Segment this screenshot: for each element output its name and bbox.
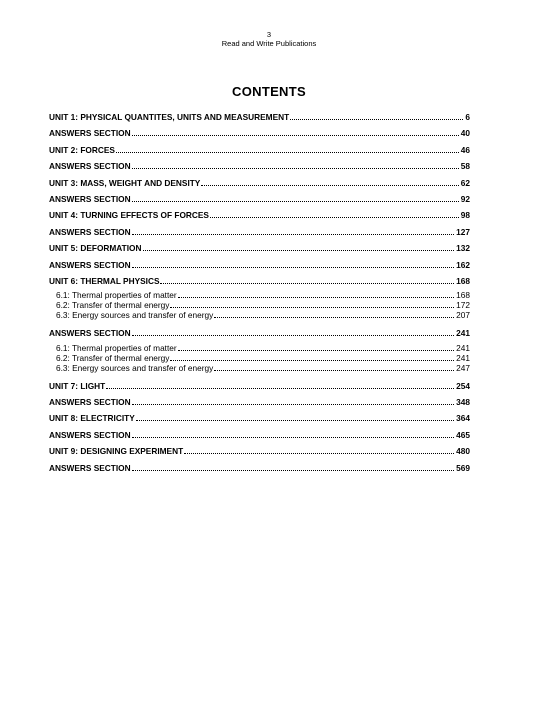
toc-entry-label: 6.1: Thermal properties of matter [56, 342, 177, 353]
toc-subentry-6-2[interactable] [49, 300, 470, 310]
toc-entry-answers-unit-9[interactable] [49, 461, 470, 473]
toc-entry-answers-unit-6[interactable] [49, 326, 470, 338]
toc-entry-unit-3[interactable] [49, 176, 470, 188]
toc-entry-page: 62 [460, 177, 470, 188]
toc-subentry-answers-6-2[interactable] [49, 353, 470, 363]
dot-leader [132, 437, 455, 438]
dot-leader [184, 453, 454, 454]
toc-entry-label: UNIT 7: LIGHT [49, 380, 106, 391]
toc-entry-label: 6.2: Transfer of thermal energy [56, 352, 170, 363]
toc-entry-unit-5[interactable] [49, 241, 470, 253]
toc-entry-unit-4[interactable] [49, 208, 470, 220]
dot-leader [160, 283, 454, 284]
toc-entry-label: UNIT 8: ELECTRICITY [49, 413, 135, 424]
toc-entry-page: 6 [465, 112, 470, 122]
toc-entry-answers-unit-3[interactable] [49, 192, 470, 204]
dot-leader [136, 420, 454, 421]
toc-entry-unit-8[interactable] [49, 411, 470, 423]
dot-leader [132, 335, 455, 336]
publisher-name: Read and Write Publications [221, 39, 317, 48]
toc-entry-label: 6.2: Transfer of thermal energy [56, 300, 170, 311]
toc-entry-label: ANSWERS SECTION [49, 226, 131, 237]
dot-leader [132, 234, 455, 235]
toc-entry-page: 168 [456, 275, 470, 286]
toc-subentry-6-1[interactable] [49, 290, 470, 300]
toc-entry-unit-9[interactable] [49, 444, 470, 456]
toc-entry-answers-unit-8[interactable] [49, 428, 470, 440]
toc-entry-page: 58 [460, 161, 470, 172]
toc-entry-unit-2[interactable] [49, 143, 470, 155]
toc-entry-label: UNIT 9: DESIGNING EXPERIMENT [49, 446, 184, 457]
toc-entry-label: UNIT 6: THERMAL PHYSICS [49, 275, 160, 286]
toc-entry-unit-1[interactable] [49, 110, 470, 122]
toc-entry-answers-unit-7[interactable] [49, 395, 470, 407]
toc-entry-label: 6.3: Energy sources and transfer of energy [56, 310, 214, 321]
toc-entry-label: ANSWERS SECTION [49, 128, 131, 139]
contents-title: CONTENTS [232, 84, 306, 99]
dot-leader [106, 388, 454, 389]
toc-entry-page: 254 [456, 380, 470, 391]
toc-entry-page: 241 [456, 342, 470, 353]
toc-subentry-answers-6-3[interactable] [49, 363, 470, 373]
dot-leader [210, 217, 459, 218]
toc-subentry-6-3[interactable] [49, 310, 470, 320]
toc-entry-page: 92 [460, 193, 470, 204]
toc-entry-page: 40 [460, 128, 470, 139]
dot-leader [170, 360, 454, 361]
toc-entry-answers-unit-2[interactable] [49, 159, 470, 171]
page-number: 3 [266, 30, 272, 39]
dot-leader [143, 250, 455, 251]
dot-leader [178, 297, 454, 298]
toc-entry-unit-6[interactable] [49, 274, 470, 286]
toc-entry-page: 480 [456, 446, 470, 457]
dot-leader [116, 152, 459, 153]
page-header [0, 30, 538, 48]
dot-leader [201, 185, 458, 186]
toc-entry-label: UNIT 4: TURNING EFFECTS OF FORCES [49, 210, 209, 221]
dot-leader [170, 307, 454, 308]
table-of-contents [49, 110, 470, 477]
toc-entry-answers-unit-5[interactable] [49, 258, 470, 270]
toc-entry-page: 162 [456, 259, 470, 270]
toc-entry-label: UNIT 5: DEFORMATION [49, 243, 142, 254]
dot-leader [132, 168, 459, 169]
toc-entry-answers-unit-4[interactable] [49, 225, 470, 237]
toc-entry-label: UNIT 1: PHYSICAL QUANTITES, UNITS AND MEASUREMENT [49, 112, 290, 122]
dot-leader [132, 201, 459, 202]
toc-entry-page: 168 [456, 290, 470, 301]
toc-entry-unit-7[interactable] [49, 379, 470, 391]
toc-entry-page: 127 [456, 226, 470, 237]
toc-entry-page: 132 [456, 243, 470, 254]
toc-entry-page: 241 [456, 352, 470, 363]
toc-entry-page: 172 [456, 300, 470, 311]
toc-entry-page: 207 [456, 310, 470, 321]
toc-entry-label: UNIT 3: MASS, WEIGHT AND DENSITY [49, 177, 201, 188]
toc-entry-page: 241 [456, 328, 470, 339]
dot-leader [214, 317, 454, 318]
toc-entry-label: ANSWERS SECTION [49, 397, 131, 408]
toc-entry-label: ANSWERS SECTION [49, 161, 131, 172]
dot-leader [132, 404, 455, 405]
dot-leader [214, 370, 454, 371]
toc-entry-label: 6.1: Thermal properties of matter [56, 290, 177, 301]
dot-leader [290, 119, 463, 120]
toc-entry-label: ANSWERS SECTION [49, 429, 131, 440]
toc-entry-label: 6.3: Energy sources and transfer of energy [56, 362, 214, 373]
toc-subentry-answers-6-1[interactable] [49, 343, 470, 353]
toc-entry-label: UNIT 2: FORCES [49, 144, 115, 155]
dot-leader [132, 267, 455, 268]
toc-entry-page: 569 [456, 462, 470, 473]
dot-leader [178, 350, 454, 351]
toc-entry-label: ANSWERS SECTION [49, 462, 131, 473]
toc-entry-page: 465 [456, 429, 470, 440]
toc-entry-label: ANSWERS SECTION [49, 193, 131, 204]
toc-entry-page: 98 [460, 210, 470, 221]
toc-entry-page: 247 [456, 362, 470, 373]
toc-entry-page: 46 [460, 144, 470, 155]
toc-entry-label: ANSWERS SECTION [49, 259, 131, 270]
toc-entry-page: 364 [456, 413, 470, 424]
toc-entry-page: 348 [456, 397, 470, 408]
dot-leader [132, 470, 455, 471]
toc-entry-answers-unit-1[interactable] [49, 126, 470, 138]
toc-entry-label: ANSWERS SECTION [49, 328, 131, 339]
dot-leader [132, 135, 459, 136]
